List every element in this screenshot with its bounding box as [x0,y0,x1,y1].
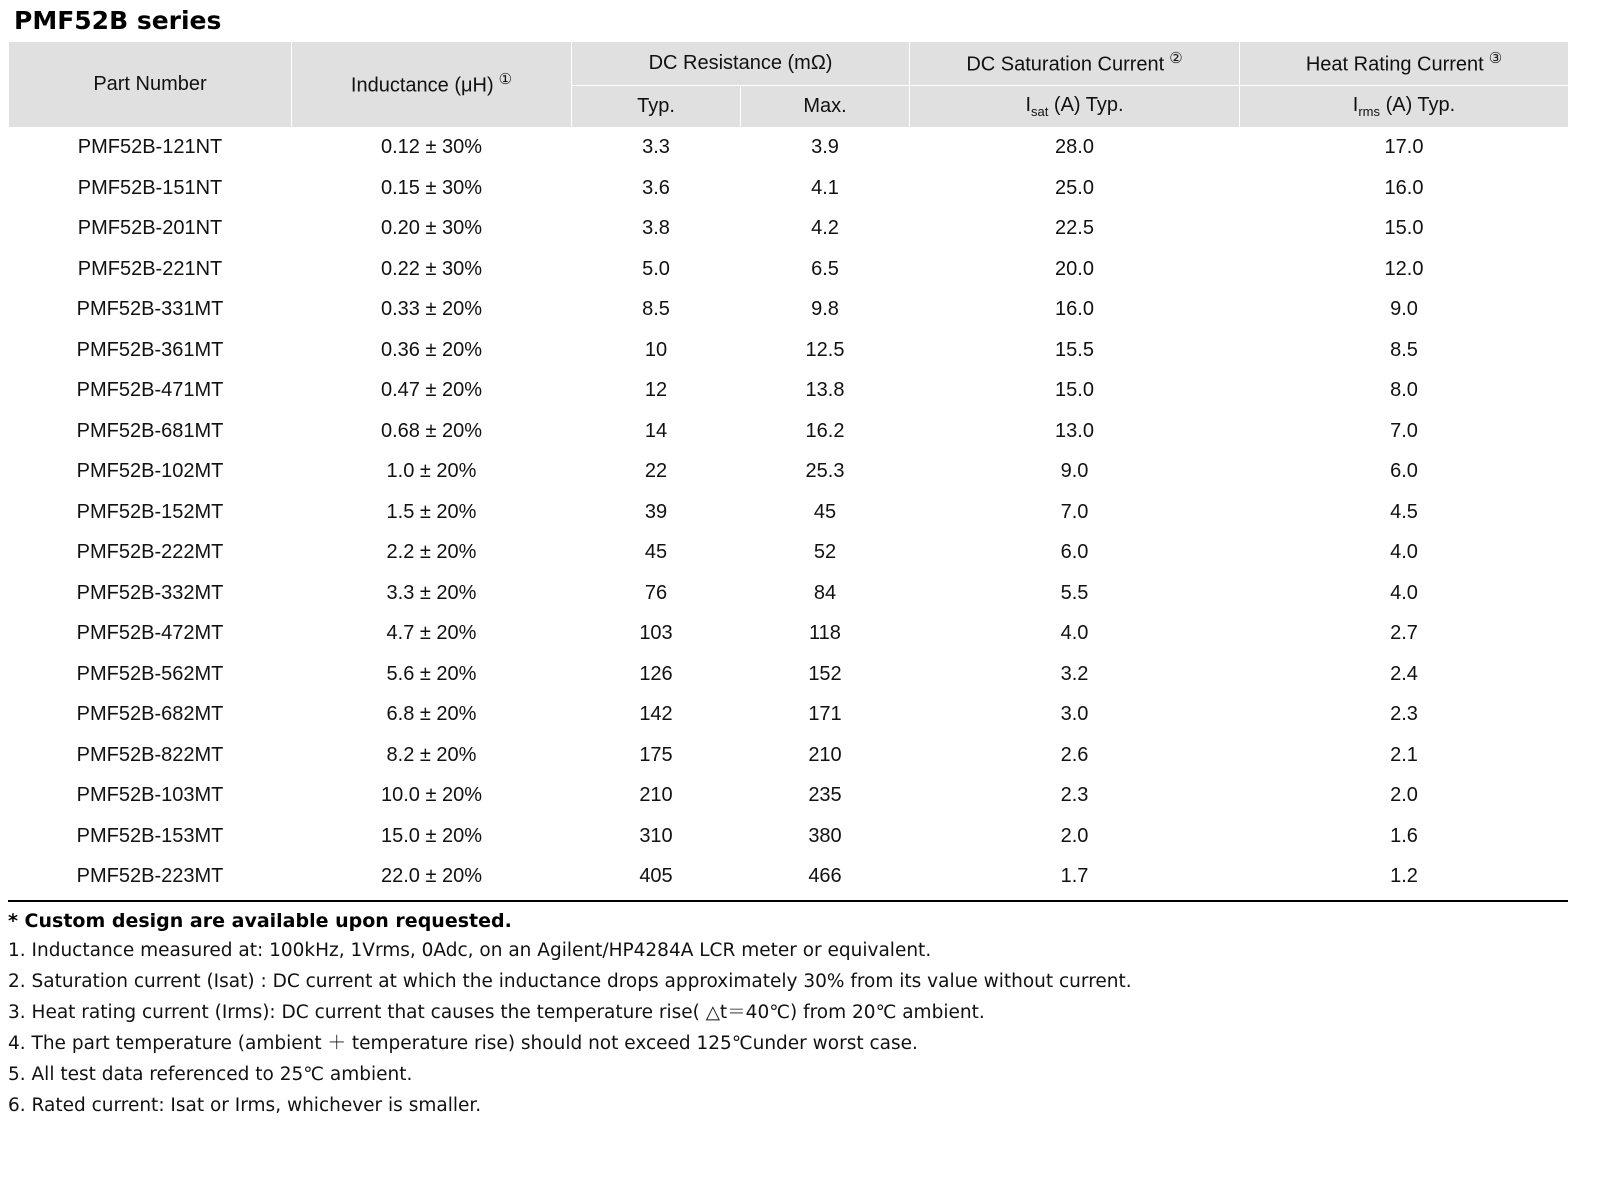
isat-unit-text: (A) Typ. [1053,93,1124,116]
note-item: 6. Rated current: Isat or Irms, whichever is smaller. [8,1095,482,1117]
cell-rdc-max: 4.1 [741,168,910,209]
cell-rdc-typ: 310 [572,816,741,857]
cell-inductance: 1.5 ± 20% [292,492,572,533]
cell-inductance: 0.47 ± 20% [292,371,572,412]
header-heat-rating-current [1240,42,1569,86]
cell-rdc-max: 6.5 [741,249,910,290]
cell-isat: 15.0 [910,371,1240,412]
cell-part-number: PMF52B-153MT [9,816,292,857]
cell-rdc-max: 12.5 [741,330,910,371]
cell-irms: 8.5 [1240,330,1569,371]
cell-inductance: 3.3 ± 20% [292,573,572,614]
cell-rdc-max: 380 [741,816,910,857]
cell-rdc-typ: 103 [572,614,741,655]
header-heat-rating-label: Heat Rating Current [1305,53,1484,76]
cell-irms: 2.1 [1240,735,1569,776]
table-row [9,168,1569,209]
table-row [9,452,1569,493]
header-rdc-typ: Typ. [572,86,741,128]
cell-inductance: 2.2 ± 20% [292,533,572,574]
cell-isat: 13.0 [910,411,1240,452]
note-item: 4. The part temperature (ambient ＋ temperature rise) should not exceed 125℃under worst case. [8,1033,918,1055]
cell-irms: 2.7 [1240,614,1569,655]
notes-section [8,902,1600,1122]
cell-rdc-max: 25.3 [741,452,910,493]
cell-rdc-max: 13.8 [741,371,910,412]
header-part-number: Part Number [9,42,292,128]
table-row [9,492,1569,533]
table-row [9,695,1569,736]
cell-rdc-max: 4.2 [741,209,910,250]
cell-inductance: 4.7 ± 20% [292,614,572,655]
cell-rdc-typ: 175 [572,735,741,776]
table-row [9,857,1569,898]
cell-isat: 2.6 [910,735,1240,776]
cell-isat: 5.5 [910,573,1240,614]
cell-inductance: 1.0 ± 20% [292,452,572,493]
cell-isat: 20.0 [910,249,1240,290]
table-row [9,573,1569,614]
cell-part-number: PMF52B-223MT [9,857,292,898]
cell-rdc-typ: 405 [572,857,741,898]
note-item: 5. All test data referenced to 25℃ ambient. [8,1064,413,1086]
cell-part-number: PMF52B-472MT [9,614,292,655]
cell-rdc-max: 9.8 [741,290,910,331]
cell-rdc-typ: 3.3 [572,128,741,169]
cell-part-number: PMF52B-221NT [9,249,292,290]
cell-part-number: PMF52B-471MT [9,371,292,412]
cell-irms: 2.3 [1240,695,1569,736]
cell-part-number: PMF52B-103MT [9,776,292,817]
cell-rdc-max: 52 [741,533,910,574]
cell-rdc-max: 3.9 [741,128,910,169]
cell-inductance: 0.15 ± 30% [292,168,572,209]
cell-rdc-typ: 45 [572,533,741,574]
cell-rdc-typ: 76 [572,573,741,614]
table-header [9,42,1569,128]
cell-rdc-typ: 12 [572,371,741,412]
cell-isat: 28.0 [910,128,1240,169]
note-item: 1. Inductance measured at: 100kHz, 1Vrms, 0Adc, on an Agilent/HP4284A LCR meter or equivalent. [8,940,932,961]
cell-rdc-typ: 5.0 [572,249,741,290]
cell-isat: 1.7 [910,857,1240,898]
cell-irms: 16.0 [1240,168,1569,209]
cell-inductance: 0.12 ± 30% [292,128,572,169]
cell-inductance: 0.33 ± 20% [292,290,572,331]
table-row [9,614,1569,655]
cell-irms: 7.0 [1240,411,1569,452]
cell-inductance: 0.20 ± 30% [292,209,572,250]
cell-inductance: 6.8 ± 20% [292,695,572,736]
cell-part-number: PMF52B-121NT [9,128,292,169]
cell-irms: 4.5 [1240,492,1569,533]
cell-rdc-typ: 3.8 [572,209,741,250]
cell-rdc-max: 16.2 [741,411,910,452]
cell-isat: 15.5 [910,330,1240,371]
cell-rdc-typ: 142 [572,695,741,736]
cell-isat: 3.2 [910,654,1240,695]
cell-rdc-max: 171 [741,695,910,736]
cell-rdc-max: 235 [741,776,910,817]
cell-irms: 8.0 [1240,371,1569,412]
table-row [9,735,1569,776]
cell-part-number: PMF52B-332MT [9,573,292,614]
cell-inductance: 10.0 ± 20% [292,776,572,817]
cell-isat: 9.0 [910,452,1240,493]
irms-unit-text: (A) Typ. [1385,93,1456,116]
cell-part-number: PMF52B-102MT [9,452,292,493]
header-rdc-max: Max. [741,86,910,128]
header-dc-resistance: DC Resistance (mΩ) [572,42,910,86]
table-body [9,128,1569,898]
cell-part-number: PMF52B-682MT [9,695,292,736]
header-irms-unit [1240,86,1569,128]
cell-isat: 6.0 [910,533,1240,574]
table-row [9,209,1569,250]
cell-part-number: PMF52B-222MT [9,533,292,574]
isat-symbol: I [1025,93,1031,116]
cell-irms: 1.2 [1240,857,1569,898]
note-custom-design: * Custom design are available upon requested. [8,909,512,932]
cell-irms: 17.0 [1240,128,1569,169]
cell-irms: 6.0 [1240,452,1569,493]
cell-rdc-typ: 39 [572,492,741,533]
cell-rdc-typ: 10 [572,330,741,371]
header-isat-unit [910,86,1240,128]
cell-isat: 4.0 [910,614,1240,655]
cell-part-number: PMF52B-681MT [9,411,292,452]
cell-part-number: PMF52B-201NT [9,209,292,250]
header-inductance [292,42,572,128]
cell-irms: 2.0 [1240,776,1569,817]
table-row [9,249,1569,290]
cell-rdc-typ: 210 [572,776,741,817]
cell-rdc-max: 84 [741,573,910,614]
cell-part-number: PMF52B-822MT [9,735,292,776]
header-dc-saturation-current [910,42,1240,86]
cell-isat: 2.0 [910,816,1240,857]
note-list [8,936,1600,1122]
cell-rdc-max: 466 [741,857,910,898]
cell-rdc-typ: 22 [572,452,741,493]
cell-irms: 15.0 [1240,209,1569,250]
table-row [9,533,1569,574]
cell-isat: 22.5 [910,209,1240,250]
cell-isat: 16.0 [910,290,1240,331]
cell-inductance: 0.68 ± 20% [292,411,572,452]
table-row [9,654,1569,695]
cell-rdc-typ: 3.6 [572,168,741,209]
cell-rdc-typ: 8.5 [572,290,741,331]
page-title: PMF52B series [14,6,222,35]
cell-inductance: 22.0 ± 20% [292,857,572,898]
cell-irms: 12.0 [1240,249,1569,290]
cell-rdc-max: 118 [741,614,910,655]
cell-irms: 9.0 [1240,290,1569,331]
note-item: 2. Saturation current (Isat) : DC current at which the inductance drops approximately 30% from its value without current. [8,971,1132,993]
cell-part-number: PMF52B-361MT [9,330,292,371]
cell-isat: 2.3 [910,776,1240,817]
cell-isat: 3.0 [910,695,1240,736]
cell-part-number: PMF52B-152MT [9,492,292,533]
cell-inductance: 0.22 ± 30% [292,249,572,290]
cell-irms: 4.0 [1240,573,1569,614]
cell-inductance: 0.36 ± 20% [292,330,572,371]
isat-subscript: sat [1031,103,1049,119]
header-dc-saturation-label: DC Saturation Current [966,53,1165,76]
irms-symbol: I [1352,93,1359,116]
table-row [9,290,1569,331]
cell-inductance: 8.2 ± 20% [292,735,572,776]
cell-part-number: PMF52B-562MT [9,654,292,695]
cell-part-number: PMF52B-331MT [9,290,292,331]
irms-subscript: rms [1358,103,1380,119]
cell-irms: 1.6 [1240,816,1569,857]
footnote-marker-2: ② [1169,49,1183,67]
cell-irms: 2.4 [1240,654,1569,695]
cell-rdc-max: 210 [741,735,910,776]
cell-isat: 7.0 [910,492,1240,533]
cell-inductance: 15.0 ± 20% [292,816,572,857]
table-row [9,776,1569,817]
header-inductance-label: Inductance (μH) [350,74,494,97]
cell-irms: 4.0 [1240,533,1569,574]
table-row [9,411,1569,452]
cell-inductance: 5.6 ± 20% [292,654,572,695]
note-item: 3. Heat rating current (Irms): DC current that causes the temperature rise( △t＝40℃) from 20℃ ambient. [8,1002,985,1024]
table-row [9,330,1569,371]
footnote-marker-1: ① [498,70,513,88]
cell-part-number: PMF52B-151NT [9,168,292,209]
footnote-marker-3: ③ [1488,49,1503,67]
cell-rdc-typ: 14 [572,411,741,452]
table-row [9,371,1569,412]
table-row [9,128,1569,169]
table-row [9,816,1569,857]
specification-table [8,41,1569,898]
cell-rdc-max: 152 [741,654,910,695]
cell-isat: 25.0 [910,168,1240,209]
cell-rdc-max: 45 [741,492,910,533]
cell-rdc-typ: 126 [572,654,741,695]
